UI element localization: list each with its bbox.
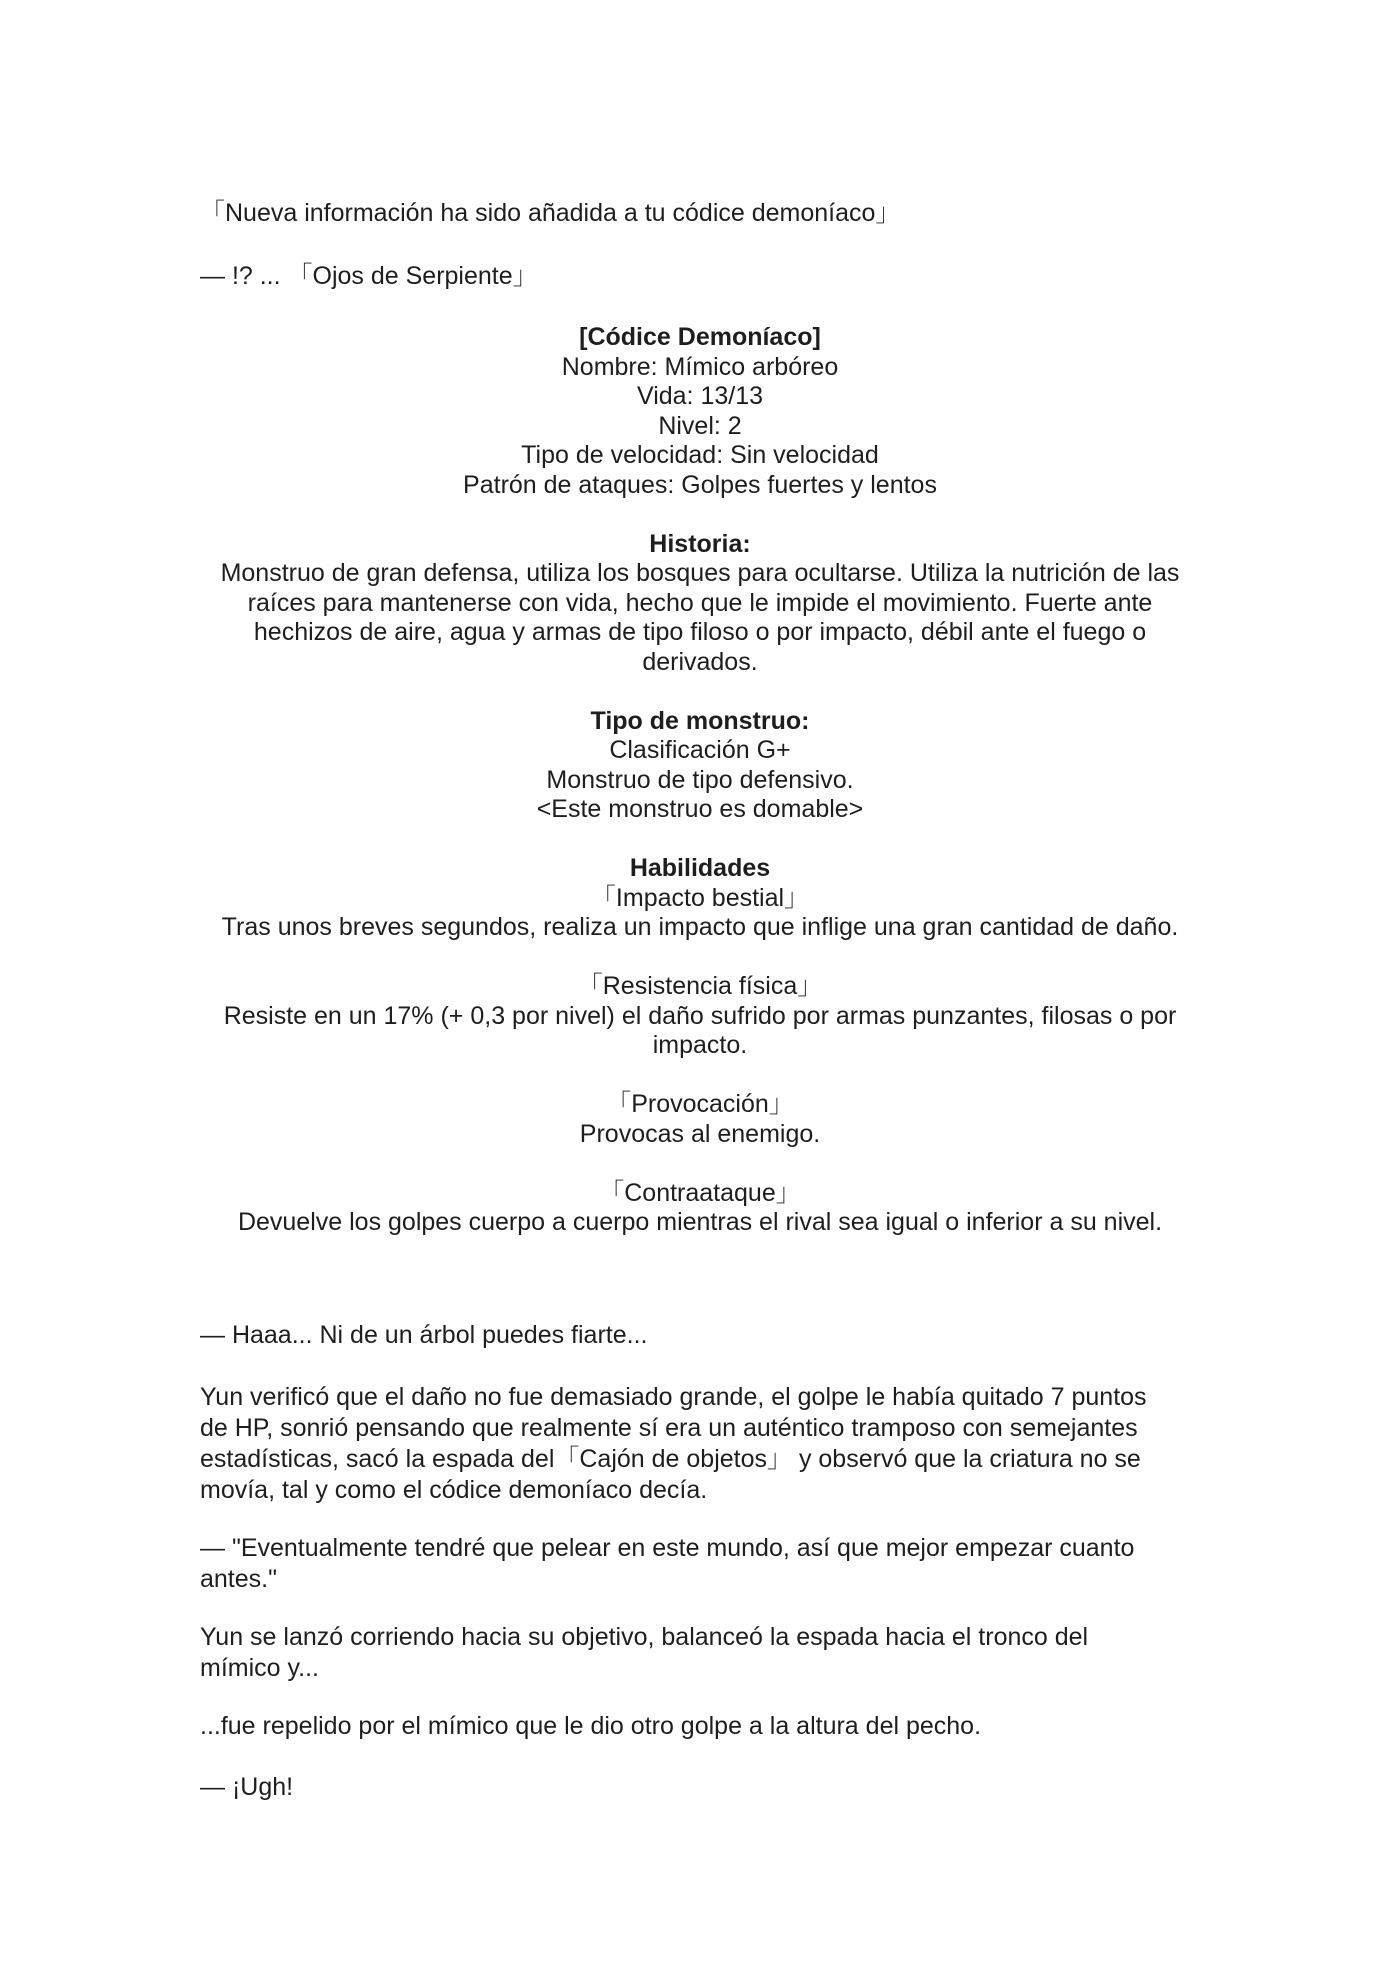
ability-name: 「Resistencia física」	[577, 972, 823, 1000]
story-paragraph-3	[200, 1533, 1200, 1595]
paragraph-line: movía, tal y como el códice demoníaco decía.	[200, 1476, 708, 1504]
ability-description: Devuelve los golpes cuerpo a cuerpo mientras el rival sea igual o inferior a su nivel.	[237, 1208, 1163, 1236]
story-paragraph-2	[200, 1382, 1200, 1506]
ability-description: impacto.	[652, 1031, 748, 1059]
codex-life: Vida: 13/13	[636, 382, 764, 410]
ability-name: 「Provocación」	[606, 1090, 794, 1118]
ability-name: 「Impacto bestial」	[590, 883, 810, 912]
paragraph-text: — ¡Ugh!	[200, 1773, 294, 1801]
codex-speed-type: Tipo de velocidad: Sin velocidad	[521, 441, 879, 469]
history-line: hechizos de aire, agua y armas de tipo filoso o por impacto, débil ante el fuego o	[253, 618, 1147, 646]
ability-description: Tras unos breves segundos, realiza un impacto que inflige una gran cantidad de daño.	[221, 913, 1179, 941]
ability-description: Resiste en un 17% (+ 0,3 por nivel) el daño sufrido por armas punzantes, filosas o por	[223, 1001, 1177, 1030]
exclamation-line	[200, 261, 1200, 291]
story-paragraph-4	[200, 1622, 1200, 1684]
history-line: Monstruo de gran defensa, utiliza los bosques para ocultarse. Utiliza la nutrición de las	[220, 559, 1180, 587]
ability-name: 「Contraataque」	[599, 1178, 801, 1207]
codex-title: [Códice Demoníaco]	[579, 323, 821, 351]
defensive-type: Monstruo de tipo defensivo.	[546, 765, 854, 794]
abilities-heading: Habilidades	[629, 854, 771, 882]
codex-block	[200, 323, 1200, 1238]
paragraph-line: de HP, sonrió pensando que realmente sí era un auténtico tramposo con semejantes	[200, 1414, 1138, 1442]
ability-description: Provocas al enemigo.	[579, 1119, 821, 1148]
paragraph-line: Yun se lanzó corriendo hacia su objetivo, balanceó la espada hacia el tronco del	[200, 1623, 1089, 1651]
tameable-note: <Este monstruo es domable>	[536, 795, 864, 823]
paragraph-line: mímico y...	[200, 1654, 319, 1682]
story-paragraph-1	[200, 1320, 1200, 1350]
history-heading: Historia:	[649, 529, 751, 558]
codex-level: Nivel: 2	[658, 411, 742, 440]
paragraph-line: estadísticas, sacó la espada del「Cajón de objetos」 y observó que la criatura no se	[200, 1445, 1141, 1473]
paragraph-line: antes."	[200, 1565, 277, 1593]
codex-attack-pattern: Patrón de ataques: Golpes fuertes y lentos	[463, 470, 937, 499]
classification: Clasificación G+	[609, 736, 791, 764]
codex-name: Nombre: Mímico arbóreo	[561, 352, 839, 381]
paragraph-line: — "Eventualmente tendré que pelear en este mundo, así que mejor empezar cuanto	[200, 1534, 1135, 1562]
notification-line	[200, 198, 1200, 228]
paragraph-text: ...fue repelido por el mímico que le dio otro golpe a la altura del pecho.	[200, 1712, 982, 1740]
paragraph-line: Yun verificó que el daño no fue demasiado grande, el golpe le había quitado 7 puntos	[200, 1383, 1147, 1411]
notification-text: 「Nueva información ha sido añadida a tu códice demoníaco」	[200, 199, 901, 227]
monster-type-heading: Tipo de monstruo:	[590, 706, 810, 735]
story-paragraph-5	[200, 1711, 1200, 1741]
story-paragraph-6	[200, 1772, 1200, 1802]
history-line: raíces para mantenerse con vida, hecho que le impide el movimiento. Fuerte ante	[247, 588, 1153, 617]
history-line: derivados.	[642, 647, 758, 676]
paragraph-text: — Haaa... Ni de un árbol puedes fiarte...	[200, 1321, 648, 1349]
exclamation-text: — !? ... 「Ojos de Serpiente」	[200, 262, 538, 290]
